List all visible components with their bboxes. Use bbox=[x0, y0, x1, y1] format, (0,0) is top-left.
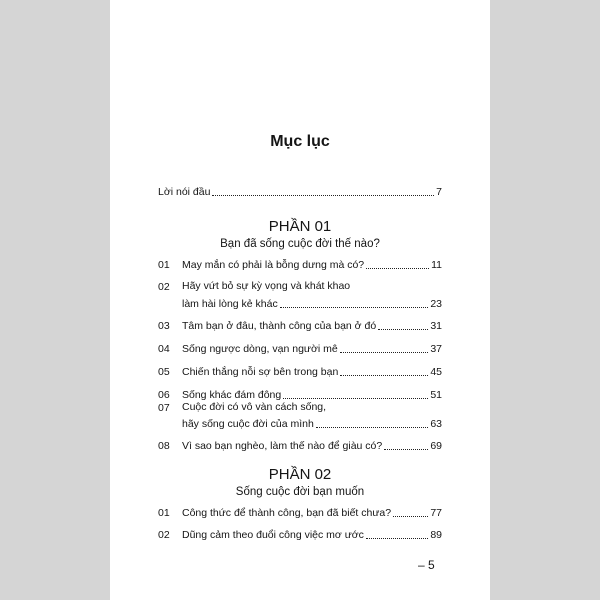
toc-entry-continued bbox=[158, 295, 442, 311]
toc-entry-label: May mắn có phải là bỗng dưng mà có? bbox=[182, 259, 365, 271]
toc-entry-number: 03 bbox=[158, 320, 170, 332]
toc-entry-number: 02 bbox=[158, 281, 170, 293]
toc-entry-page: 7 bbox=[436, 186, 442, 198]
toc-entry-number: 01 bbox=[158, 259, 170, 271]
toc-entry-page: 23 bbox=[430, 298, 442, 310]
leader-dots bbox=[340, 374, 428, 376]
toc-entry-label: Lời nói đầu bbox=[158, 186, 211, 198]
toc-entry-number: 06 bbox=[158, 389, 170, 401]
toc-entry-number: 01 bbox=[158, 507, 170, 519]
leader-dots bbox=[366, 537, 428, 539]
toc-entry-number: 04 bbox=[158, 343, 170, 355]
part-subtitle: Bạn đã sống cuộc đời thế nào? bbox=[220, 238, 380, 250]
toc-entry-page: 69 bbox=[430, 440, 442, 452]
toc-entry-label: Sống khác đám đông bbox=[182, 389, 282, 401]
toc-entry bbox=[158, 256, 442, 272]
part-heading: PHẦN 01 bbox=[268, 218, 332, 235]
part-subtitle: Sống cuộc đời bạn muốn bbox=[235, 486, 365, 498]
toc-entry-preface bbox=[158, 183, 442, 199]
page-number: – 5 bbox=[418, 558, 435, 572]
toc-entry bbox=[158, 504, 442, 520]
toc-entry bbox=[158, 317, 442, 333]
toc-entry-label: làm hài lòng kẻ khác bbox=[182, 298, 278, 310]
toc-entry-line1: Cuộc đời có vô vàn cách sống, bbox=[182, 401, 327, 413]
toc-entry-line1: Hãy vứt bỏ sự kỳ vọng và khát khao bbox=[182, 280, 351, 292]
toc-entry-page: 63 bbox=[430, 418, 442, 430]
toc-entry-page: 31 bbox=[430, 320, 442, 332]
toc-entry-page: 11 bbox=[431, 259, 442, 271]
leader-dots bbox=[366, 267, 429, 269]
leader-dots bbox=[393, 515, 428, 517]
toc-entry bbox=[158, 526, 442, 542]
leader-dots bbox=[283, 397, 428, 399]
toc-entry-continued bbox=[158, 415, 442, 431]
leader-dots bbox=[280, 306, 429, 308]
leader-dots bbox=[316, 426, 429, 428]
toc-entry-number: 02 bbox=[158, 529, 170, 541]
toc-entry-page: 37 bbox=[430, 343, 442, 355]
toc-entry-label: Dũng cảm theo đuổi công việc mơ ước bbox=[182, 529, 364, 541]
leader-dots bbox=[212, 194, 434, 196]
toc-entry bbox=[158, 280, 442, 296]
toc-entry bbox=[158, 437, 442, 453]
toc-entry bbox=[158, 340, 442, 356]
toc-entry-page: 51 bbox=[430, 389, 442, 401]
toc-entry bbox=[158, 363, 442, 379]
toc-entry-number: 07 bbox=[158, 402, 170, 414]
leader-dots bbox=[340, 351, 429, 353]
book-page bbox=[110, 0, 490, 600]
leader-dots bbox=[378, 328, 428, 330]
toc-entry-label: Sống ngược dòng, vạn người mê bbox=[182, 343, 338, 355]
toc-entry-label: Công thức để thành công, bạn đã biết chưa? bbox=[182, 507, 392, 519]
toc-entry-label: Vì sao bạn nghèo, làm thế nào để giàu có? bbox=[182, 440, 383, 452]
page-title: Mục lục bbox=[270, 133, 330, 150]
toc-entry-label: Tâm bạn ở đâu, thành công của bạn ở đó bbox=[182, 320, 377, 332]
toc-entry-page: 89 bbox=[430, 529, 442, 541]
toc-entry-page: 45 bbox=[430, 366, 442, 378]
part-heading: PHẦN 02 bbox=[268, 466, 332, 483]
toc-entry-number: 08 bbox=[158, 440, 170, 452]
toc-entry-label: Chiến thắng nỗi sợ bên trong bạn bbox=[182, 366, 339, 378]
toc-entry-label: hãy sống cuộc đời của mình bbox=[182, 418, 314, 430]
toc-entry-page: 77 bbox=[430, 507, 442, 519]
leader-dots bbox=[384, 448, 428, 450]
toc-entry-number: 05 bbox=[158, 366, 170, 378]
